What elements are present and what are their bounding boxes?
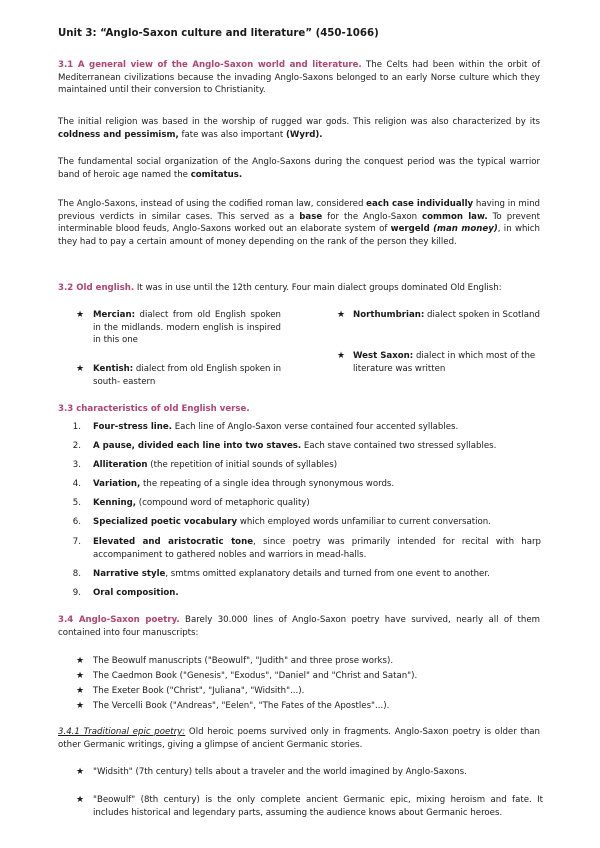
list-item: Alliteration (the repetition of initial sounds of syllables)	[93, 460, 338, 470]
dialect-kentish: Kentish: dialect from old English spoken in south- eastern	[93, 364, 282, 387]
section-3-1-paragraph-3: The fundamental social organization of the Anglo-Saxons during the conquest period was the typical warrior band of heroic age named the comitatus.	[58, 157, 540, 180]
star-bullet-icon: ★	[76, 795, 85, 805]
list-item: "Beowulf" (8th century) is the only complete ancient Germanic epic, mixing heroism and fate. It includes historical and legendary parts, assuming the audience knows about Germanic heroes.	[93, 795, 543, 818]
star-bullet-icon: ★	[337, 351, 346, 361]
list-item: Kenning, (compound word of metaphoric quality)	[93, 498, 310, 508]
section-3-2-intro: 3.2 Old english. It was in use until the 12th century. Four main dialect groups dominated Old English:	[58, 283, 502, 293]
dialect-mercian: Mercian: dialect from old English spoken in the midlands. modern english is inspired in this one	[93, 310, 281, 346]
list-item: Narrative style, smtms omitted explanatory details and turned from one event to another.	[93, 569, 490, 579]
section-3-4-heading: 3.4 Anglo-Saxon poetry.	[58, 615, 180, 625]
list-item: The Exeter Book ("Christ", "Juliana", "Widsith"...).	[93, 686, 305, 696]
list-item: The Beowulf manuscripts ("Beowulf", "Judith" and three prose works).	[93, 656, 394, 666]
star-bullet-icon: ★	[76, 701, 85, 711]
section-3-2-heading: 3.2 Old english.	[58, 283, 135, 293]
list-item: Variation, the repeating of a single idea through synonymous words.	[93, 479, 395, 489]
document-page: Unit 3: “Anglo-Saxon culture and literature” (450-1066) 3.1 A general view of the Anglo-Saxon world and literature. The Celts had been within the orbit of Mediterranean civilizations because the invading Anglo-Saxons belonged to an early Norse culture which they maintained until their conversion to Christianity. The initial religion was based in the worship of rugged war gods. This religion was also characterized by its coldness and pessimism, fate was also important (Wyrd). The fundamental social organization of the Anglo-Saxons during the conquest period was the typical warrior band of heroic age named the comitatus. The Anglo-Saxons, instead of using the codified roman law, considered each case individually having in mind previous verdicts in similar cases. This served as a base for the Anglo-Saxon common law. To prevent interminable blood feuds, Anglo-Saxons worked out an elaborate system of wergeld (man money), in which they had to pay a certain amount of money depending on the rank of the person they killed. 3.2 Old english. It was in use until the 12th century. Four main dialect groups dominated Old English: ★ Mercian: dialect from old English spoken in the midlands. modern english is inspired in this one ★ Kentish: dialect from old English spoken in south- eastern ★ Northumbrian: dialect spoken in Scotland ★ West Saxon: dialect in which most of the literature was written 3.3 characteristics of old English verse. 1. Four-stress line. Each line of Anglo-Saxon verse contained four accented syllables. 2. A pause, divided each line into two staves. Each stave contained two stressed syllables. 3. Alliteration (the repetition of initial sounds of syllables) 4. Variation, the repeating of a single idea through synonymous words. 5. Kenning, (compound word of metaphoric quality) 6. Specialized poetic vocabulary which employed words unfamiliar to current conversation. 7. Elevated and aristocratic tone, since poetry was primarily intended for recital with harp accompaniment to gathered nobles and warriors in mead-halls. 8. Narrative style, smtms omitted explanatory details and turned from one event to another. 9. Oral composition. 3.4 Anglo-Saxon poetry. Barely 30.000 lines of Anglo-Saxon poetry have survived, nearly all of them contained into four manuscripts: ★ The Beowulf manuscripts ("Beowulf", "Judith" and three prose works). ★ The Caedmon Book ("Genesis", "Exodus", "Daniel" and "Christ and Satan"). ★ The Exeter Book ("Christ", "Juliana", "Widsith"...). ★ The Vercelli Book ("Andreas", "Eelen", "The Fates of the Apostles"...). 3.4.1 Traditional epic poetry: Old heroic poems survived only in fragments. Anglo-Saxon poetry is older than other Germanic writings, giving a glimpse of ancient Germanic stories. ★ "Widsith" (7th century) tells about a traveler and the world imagined by Anglo-Saxons. ★ "Beowulf" (8th century) is the only complete ancient Germanic epic, mixing heroism and fate. It includes historical and legendary parts, assuming the audience knows about Germanic heroes.	[0, 0, 600, 848]
section-3-4-1-heading: 3.4.1 Traditional epic poetry:	[58, 727, 186, 737]
list-item: The Caedmon Book ("Genesis", "Exodus", "Daniel" and "Christ and Satan").	[93, 671, 418, 681]
section-3-4-intro: 3.4 Anglo-Saxon poetry. Barely 30.000 lines of Anglo-Saxon poetry have survived, nearly all of them contained into four manuscripts:	[58, 615, 540, 638]
star-bullet-icon: ★	[76, 671, 85, 681]
star-bullet-icon: ★	[76, 656, 85, 666]
star-bullet-icon: ★	[76, 686, 85, 696]
star-bullet-icon: ★	[337, 310, 346, 320]
section-3-4-1-intro: 3.4.1 Traditional epic poetry: Old heroic poems survived only in fragments. Anglo-Saxon poetry is older than other Germanic writings, giving a glimpse of ancient Germanic stories.	[58, 727, 541, 750]
dialect-west-saxon: West Saxon: dialect in which most of the literature was written	[353, 351, 536, 374]
section-3-1-heading: 3.1 A general view of the Anglo-Saxon world and literature.	[58, 60, 362, 70]
dialect-northumbrian: Northumbrian: dialect spoken in Scotland	[353, 310, 540, 320]
star-bullet-icon: ★	[76, 364, 85, 374]
section-3-1-paragraph-2: The initial religion was based in the worship of rugged war gods. This religion was also characterized by its coldness and pessimism, fate was also important (Wyrd).	[58, 117, 540, 140]
star-bullet-icon: ★	[76, 767, 85, 777]
list-item: A pause, divided each line into two staves. Each stave contained two stressed syllables.	[93, 441, 497, 451]
section-3-1-paragraph-4: The Anglo-Saxons, instead of using the codified roman law, considered each case individually having in mind previous verdicts in similar cases. This served as a base for the Anglo-Saxon common law. To prevent interminable blood feuds, Anglo-Saxons worked out an elaborate system of wergeld (man money), in which they had to pay a certain amount of money depending on the rank of the person they killed.	[58, 199, 541, 247]
section-3-1-paragraph-1: 3.1 A general view of the Anglo-Saxon world and literature. The Celts had been within the orbit of Mediterranean civilizations because the invading Anglo-Saxons belonged to an early Norse culture which they maintained until their conversion to Christianity.	[58, 60, 540, 96]
unit-title: Unit 3: “Anglo-Saxon culture and literature” (450-1066)	[58, 28, 379, 39]
list-item: Oral composition.	[93, 588, 179, 598]
list-item: "Widsith" (7th century) tells about a traveler and the world imagined by Anglo-Saxons.	[93, 767, 467, 777]
section-3-3-heading: 3.3 characteristics of old English verse.	[58, 404, 250, 414]
list-item: The Vercelli Book ("Andreas", "Eelen", "The Fates of the Apostles"...).	[93, 701, 390, 711]
star-bullet-icon: ★	[76, 310, 85, 320]
list-item: Specialized poetic vocabulary which employed words unfamiliar to current conversation.	[93, 517, 491, 527]
list-item: Elevated and aristocratic tone, since poetry was primarily intended for recital with harp accompaniment to gathered nobles and warriors in mead-halls.	[93, 537, 541, 560]
list-item: Four-stress line. Each line of Anglo-Saxon verse contained four accented syllables.	[93, 422, 459, 432]
